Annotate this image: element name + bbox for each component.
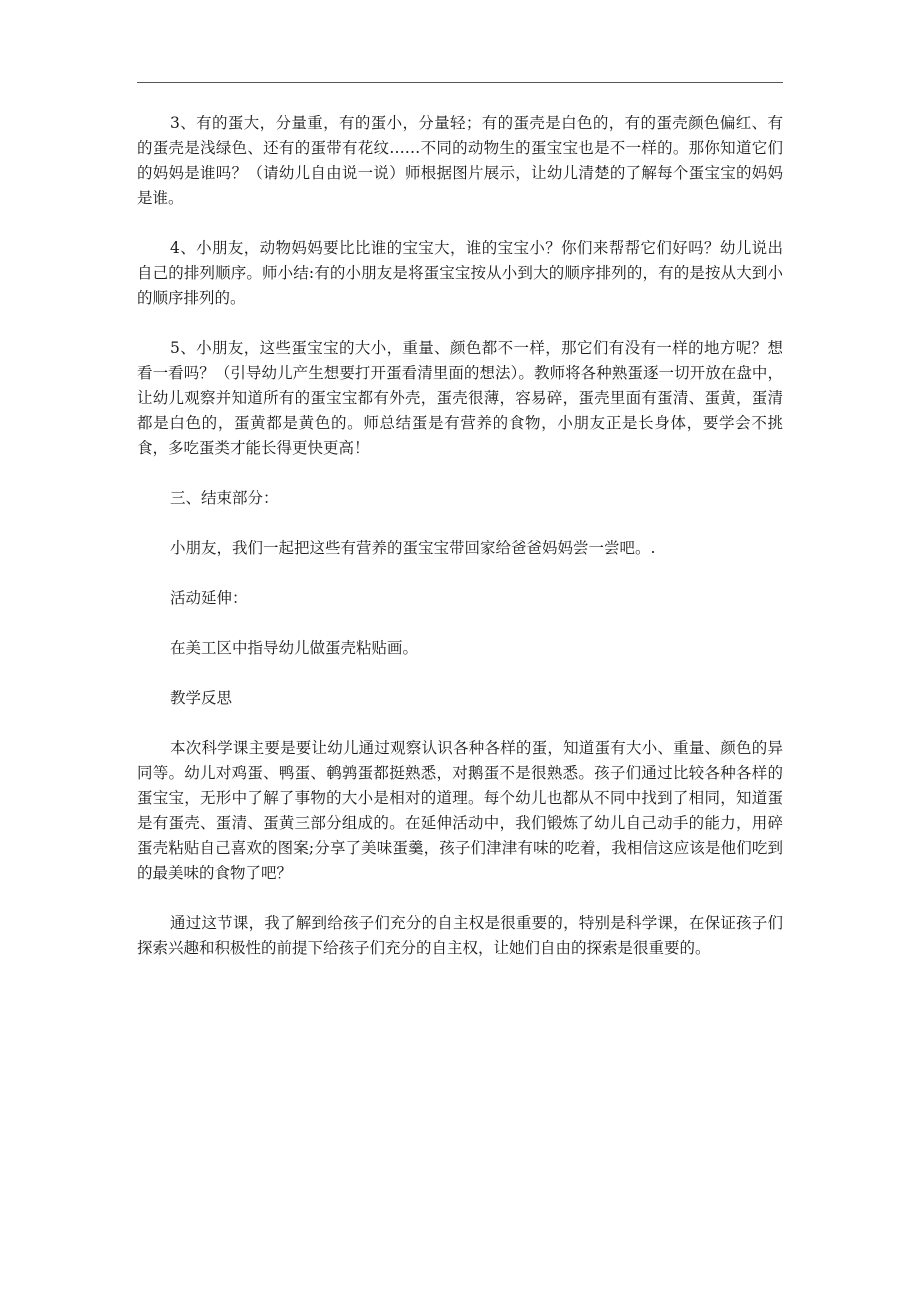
paragraph-conclusion: 小朋友，我们一起把这些有营养的蛋宝宝带回家给爸爸妈妈尝一尝吧。.: [170, 539, 656, 557]
section-heading-extension: 活动延伸：: [170, 589, 248, 607]
paragraph-reflection-2: 通过这节课，我了解到给孩子们充分的自主权是很重要的，特别是科学课，在保证孩子们探索兴趣和积极性的前提下给孩子们充分的自主权，让她们自由的探索是很重要的。: [137, 914, 783, 957]
paragraph-step-3: 3、有的蛋大，分量重，有的蛋小，分量轻；有的蛋壳是白色的，有的蛋壳颜色偏红、有的蛋壳是浅绿色、还有的蛋带有花纹……不同的动物生的蛋宝宝也是不一样的。那你知道它们的妈妈是谁吗？（请幼儿自由说一说）师根据图片展示，让幼儿清楚的了解每个蛋宝宝的妈妈是谁。: [137, 114, 783, 207]
section-heading-reflection: 教学反思: [170, 689, 233, 707]
paragraph-extension: 在美工区中指导幼儿做蛋壳粘贴画。: [170, 639, 419, 657]
paragraph-step-5: 5、小朋友，这些蛋宝宝的大小，重量、颜色都不一样，那它们有没有一样的地方呢？想看一看吗？（引导幼儿产生想要打开蛋看清里面的想法）。教师将各种熟蛋逐一切开放在盘中，让幼儿观察并知道所有的蛋宝宝都有外壳，蛋壳很薄，容易碎，蛋壳里面有蛋清、蛋黄，蛋清都是白色的，蛋黄都是黄色的。师总结蛋是有营养的食物，小朋友正是长身体，要学会不挑食，多吃蛋类才能长得更快更高！: [137, 339, 783, 457]
paragraph-reflection-1: 本次科学课主要是要让幼儿通过观察认识各种各样的蛋，知道蛋有大小、重量、颜色的异同等。幼儿对鸡蛋、鸭蛋、鹌鹑蛋都挺熟悉，对鹅蛋不是很熟悉。孩子们通过比较各种各样的蛋宝宝，无形中了解了事物的大小是相对的道理。每个幼儿也都从不同中找到了相同，知道蛋是有蛋壳、蛋清、蛋黄三部分组成的。在延伸活动中，我们锻炼了幼儿自己动手的能力，用碎蛋壳粘贴自己喜欢的图案;分享了美味蛋羹，孩子们津津有味的吃着，我相信这应该是他们吃到的最美味的食物了吧？: [137, 739, 783, 882]
header-rule: [137, 82, 783, 83]
document-body: [137, 111, 783, 986]
paragraph-step-4: 4、小朋友，动物妈妈要比比谁的宝宝大，谁的宝宝小？你们来帮帮它们好吗？幼儿说出自己的排列顺序。师小结:有的小朋友是将蛋宝宝按从小到大的顺序排列的，有的是按从大到小的顺序排列的。: [137, 239, 783, 307]
section-heading-conclusion: 三、结束部分：: [170, 489, 279, 507]
